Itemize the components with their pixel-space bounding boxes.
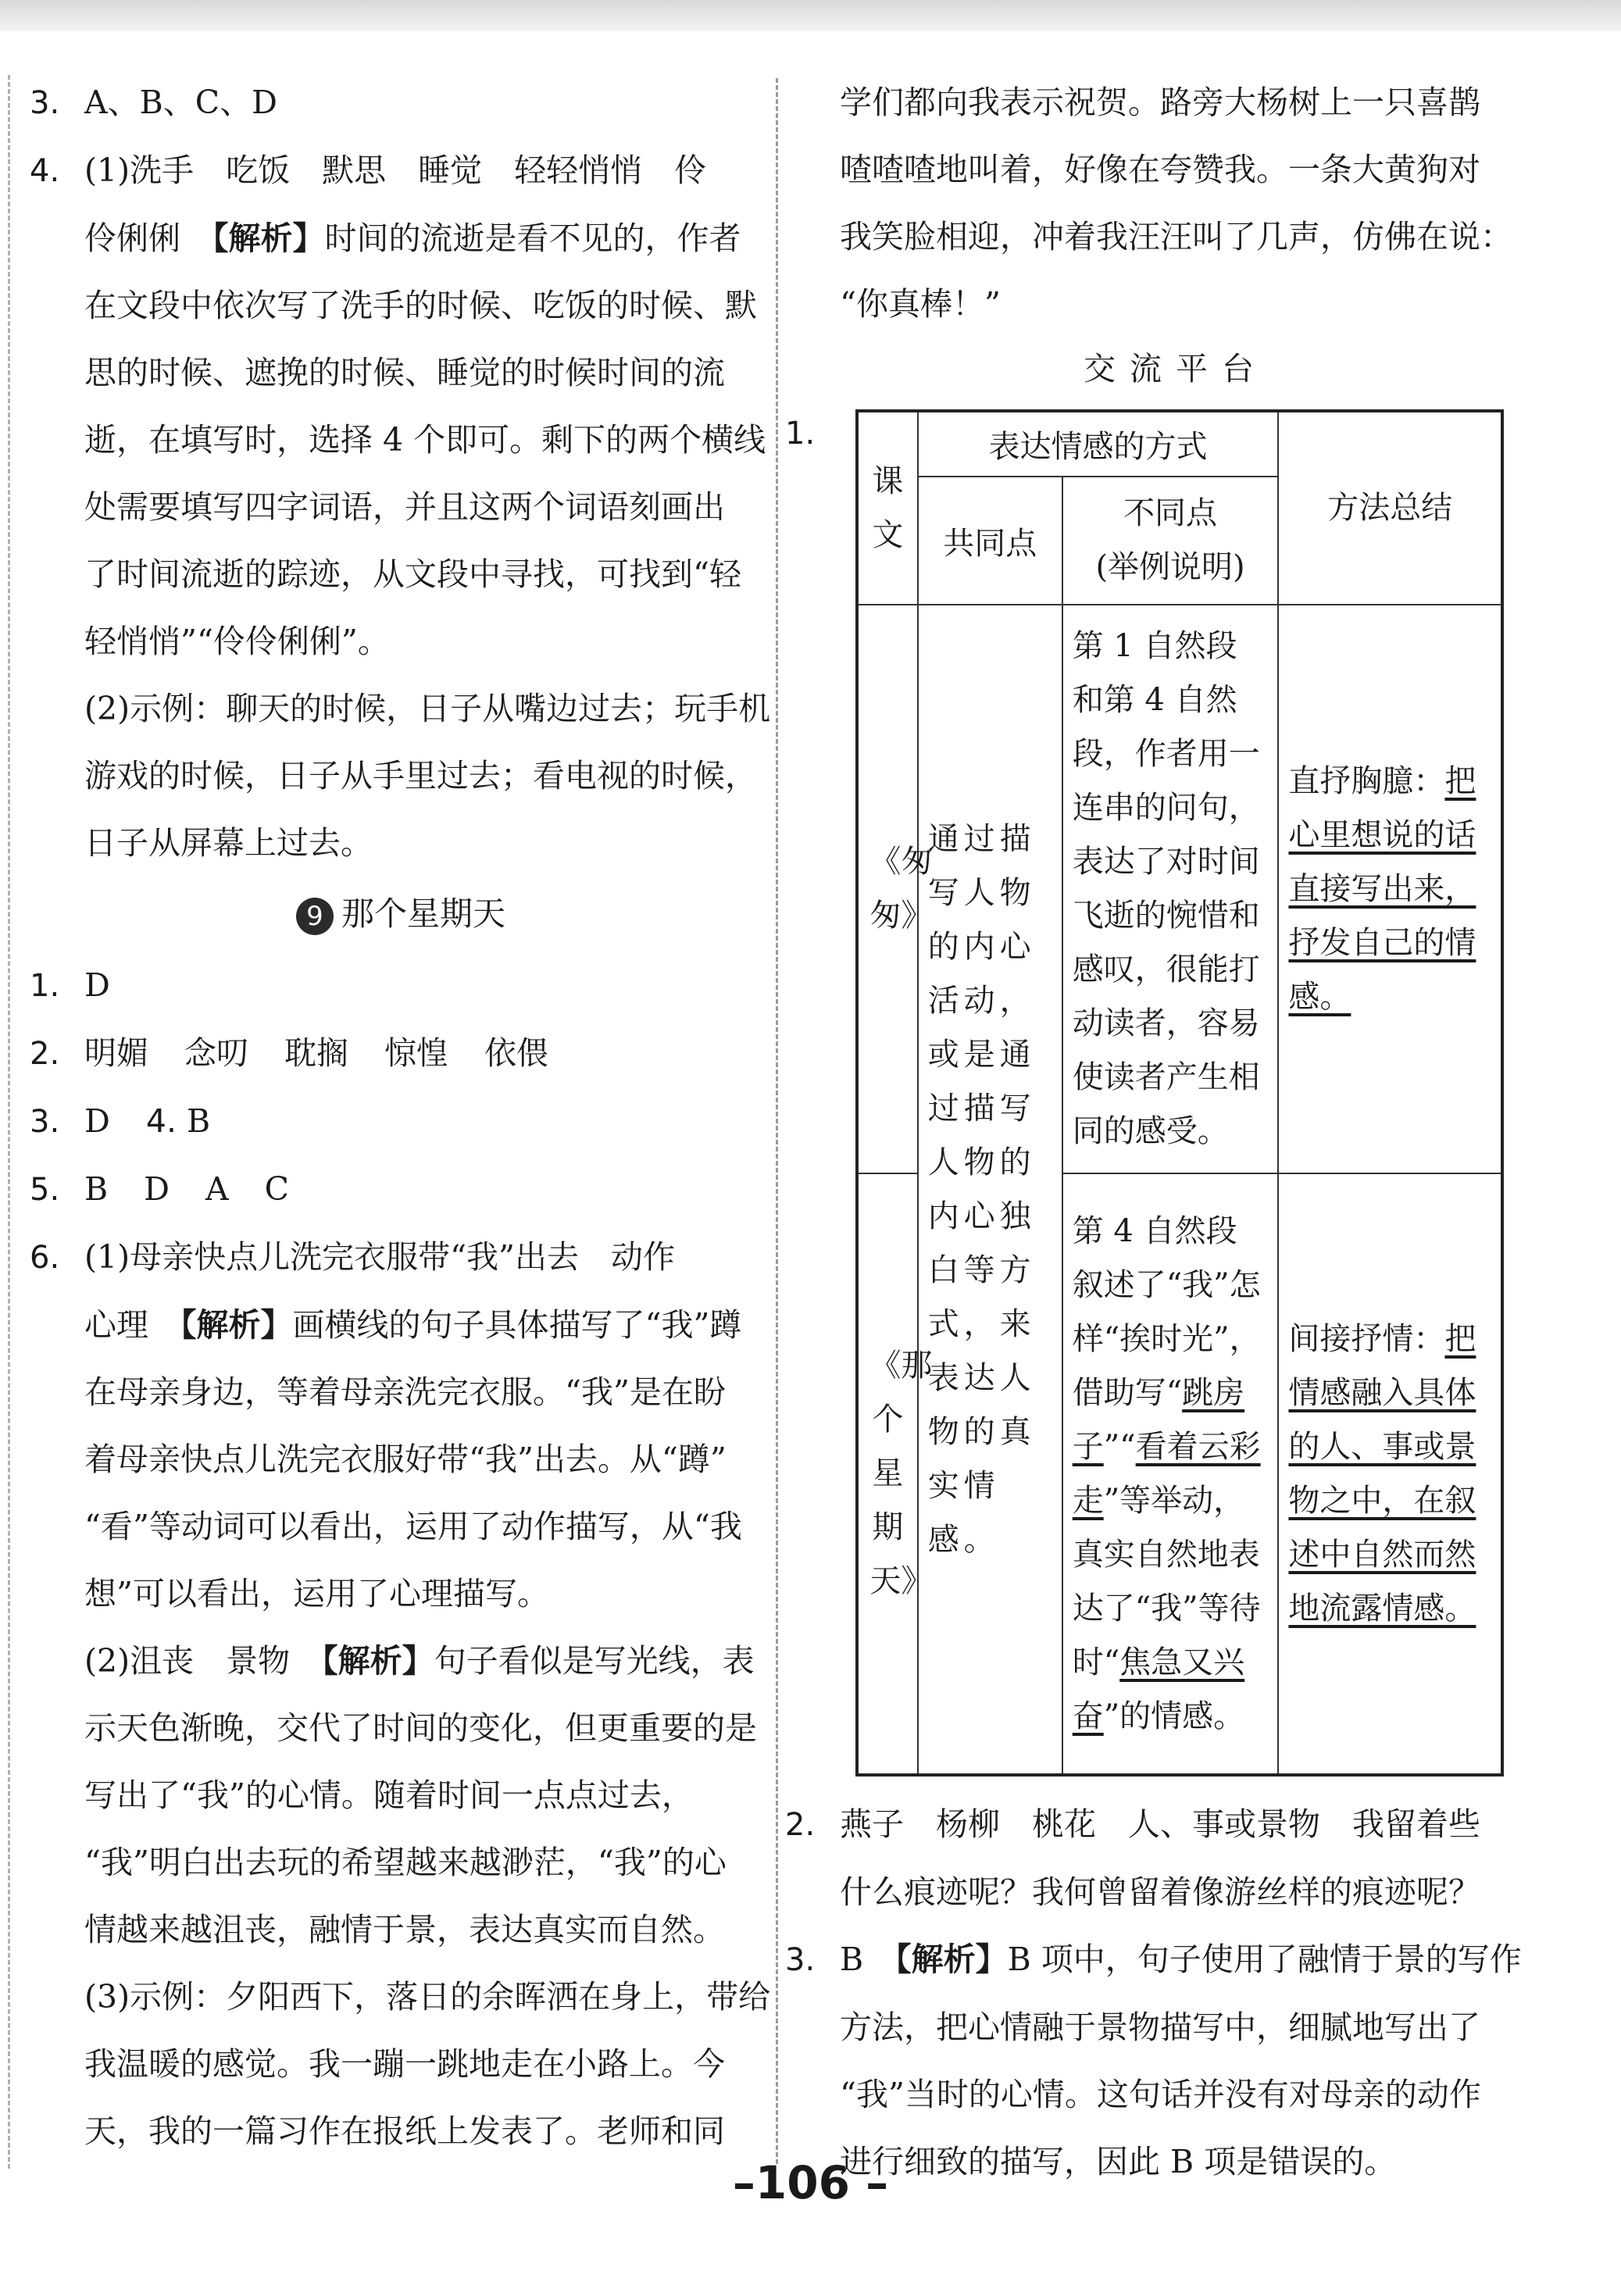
answer-6-line1: 6. (1)母亲快点儿洗完衣服带“我”出去 动作	[30, 1238, 675, 1276]
continued-text-line: “你真棒！”	[840, 285, 1001, 323]
answer-4-part2-line: 日子从屏幕上过去。	[84, 824, 373, 862]
answer-4-part2-line: (2)示例：聊天的时候，日子从嘴边过去；玩手机	[84, 690, 771, 727]
answer-6-part2-line1: (2)沮丧 景物 【解析】句子看似是写光线，表	[84, 1642, 755, 1680]
answer-4-analysis-line: 在文段中依次写了洗手的时候、吃饭的时候、默	[84, 287, 757, 324]
answer-6-part2-line: “我”明白出去玩的希望越来越渺茫，“我”的心	[84, 1844, 727, 1881]
answer-6-part3-line: (3)示例：夕阳西下，落日的余晖洒在身上，带给	[84, 1978, 771, 2016]
right-answer-3-line1: 3. B 【解析】B 项中，句子使用了融情于景的写作	[785, 1941, 1522, 1978]
right-answer-3-line: “我”当时的心情。这句话并没有对母亲的动作	[840, 2076, 1481, 2113]
right-answer-3-line: 进行细致的描写，因此 B 项是错误的。	[840, 2143, 1397, 2180]
answer-6-part2-line: 写出了“我”的心情。随着时间一点点过去，	[84, 1776, 694, 1814]
answer-6-part2-line: 情越来越沮丧，融情于景，表达真实而自然。	[84, 1911, 725, 1948]
left-column	[30, 69, 772, 2165]
header-diff: 不同点 (举例说明)	[1062, 477, 1279, 605]
left-margin-rule	[8, 75, 10, 2169]
answer-4-analysis-line: 逝，在填写时，选择 4 个即可。剩下的两个横线	[84, 421, 766, 459]
answer-6-analysis-line: 想”可以看出，运用了心理描写。	[84, 1575, 549, 1612]
lesson-number-badge: 9	[296, 898, 334, 935]
cell-diff-congcong: 第 1 自然段和第 4 自然段，作者用一连串的问句，表达了对时间飞逝的惋惜和感叹，很能打动读者，容易使读者产生相同的感受。	[1062, 605, 1279, 1173]
header-fangshi: 表达情感的方式	[918, 411, 1279, 477]
table-question-number: 1.	[785, 416, 816, 452]
right-answer-2-line1: 2. 燕子 杨柳 桃花 人、事或景物 我留着些	[785, 1805, 1480, 1843]
answer-6-line2: 心理 【解析】画横线的句子具体描写了“我”蹲	[84, 1306, 742, 1344]
continued-text-line: 我笑脸相迎，冲着我汪汪叫了几声，仿佛在说：	[840, 218, 1512, 255]
comparison-table	[855, 409, 1504, 1776]
header-common: 共同点	[918, 477, 1062, 605]
table-header-row	[857, 411, 1502, 477]
top-scan-band	[0, 0, 1621, 31]
answer-6-part3-line: 天，我的一篇习作在报纸上发表了。老师和同	[84, 2112, 725, 2150]
answer-2: 2. 明媚 念叨 耽搁 惊惶 依偎	[30, 1034, 548, 1072]
answer-6-analysis-line: “看”等动词可以看出，运用了动作描写，从“我	[84, 1508, 742, 1545]
cell-kewen-congcong: 《匆匆》	[857, 605, 918, 1173]
page-number: –106 –	[732, 2156, 889, 2209]
cell-kewen-naxingqitian: 《那个星期天》	[857, 1173, 918, 1775]
table-row-congcong	[857, 605, 1502, 1173]
answer-4-analysis-line: 轻悄悄”“伶伶俐俐”。	[84, 623, 390, 660]
right-answer-2-line2: 什么痕迹呢？我何曾留着像游丝样的痕迹呢？	[840, 1873, 1480, 1911]
header-kewen: 课文	[857, 411, 918, 605]
cell-method-indirect: 间接抒情：把情感融入具体的人、事或景物之中，在叙述中自然而然地流露情感。	[1278, 1173, 1502, 1775]
answer-4-part2-line: 游戏的时候，日子从手里过去；看电视的时候，	[84, 757, 757, 794]
continued-text-line: 学们都向我表示祝贺。路旁大杨树上一只喜鹊	[840, 84, 1480, 121]
column-divider	[776, 78, 778, 2164]
cell-method-direct: 直抒胸臆：把心里想说的话直接写出来，抒发自己的情感。	[1278, 605, 1502, 1173]
header-method: 方法总结	[1278, 411, 1502, 605]
answer-4-analysis-line: 思的时候、遮挽的时候、睡觉的时候时间的流	[84, 354, 725, 391]
answer-4-analysis-line: 了时间流逝的踪迹，从文段中寻找，可找到“轻	[84, 555, 741, 593]
answer-3-top: 3. A、B、C、D	[30, 84, 277, 121]
answer-4-analysis-line: 处需要填写四字词语，并且这两个词语刻画出	[84, 488, 725, 526]
cell-diff-naxingqitian: 第 4 自然段叙述了“我”怎样“挨时光”，借助写“跳房子”“看着云彩走”等举动，真实自然地表达了“我”等待时“焦急又兴奋”的情感。	[1062, 1173, 1279, 1775]
answer-6-part3-line: 我温暖的感觉。我一蹦一跳地走在小路上。今	[84, 2045, 725, 2083]
section-heading	[30, 877, 772, 952]
section-title: 那个星期天	[341, 894, 505, 933]
comparison-table-block	[785, 400, 1566, 1791]
answer-6-analysis-line: 着母亲快点儿洗完衣服好带“我”出去。从“蹲”	[84, 1441, 727, 1478]
cell-common: 通过描写人物的内心活动，或是通过描写人物的内心独白等方式，来表达人物的真实情感。	[918, 605, 1062, 1775]
right-answer-3-line: 方法，把心情融于景物描写中，细腻地写出了	[840, 2009, 1480, 2046]
answer-4-line2: 伶俐俐 【解析】时间的流逝是看不见的，作者	[84, 220, 741, 257]
continued-text-line: 喳喳喳地叫着，好像在夸赞我。一条大黄狗对	[840, 151, 1480, 188]
answer-3-4: 3. D 4. B	[30, 1102, 211, 1140]
answer-6-part2-line: 示天色渐晚，交代了时间的变化，但更重要的是	[84, 1709, 757, 1747]
answer-4-line1: 4. (1)洗手 吃饭 默思 睡觉 轻轻悄悄 伶	[30, 152, 707, 189]
answer-5: 5. B D A C	[30, 1170, 289, 1208]
platform-title: 交流平台	[1084, 350, 1268, 387]
answer-6-analysis-line: 在母亲身边，等着母亲洗完衣服。“我”是在盼	[84, 1373, 726, 1411]
answer-1: 1. D	[30, 966, 110, 1004]
right-column	[785, 69, 1566, 2195]
